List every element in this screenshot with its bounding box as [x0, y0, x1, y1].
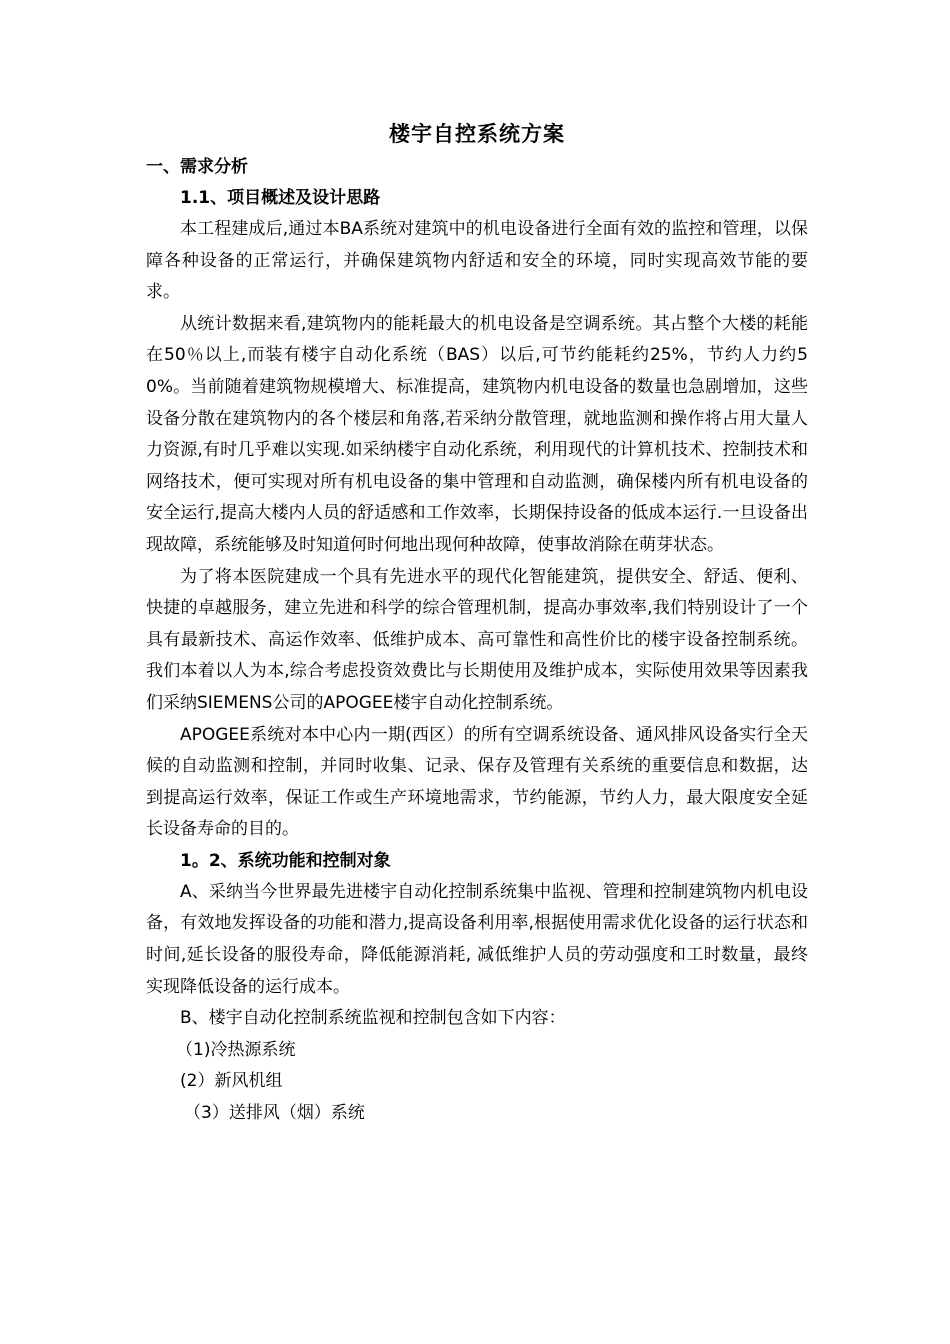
paragraph-overview-4: APOGEE系统对本中心内一期(西区）的所有空调系统设备、通风排风设备实行全天候的自动监测和控制，并同时收集、记录、保存及管理有关系统的重要信息和数据，达到提高运行效率，保证工作或生产环境地需求，节约能源，节约人力，最大限度安全延长设备寿命的目的。 [146, 724, 808, 840]
paragraph-overview-1: 本工程建成后,通过本BA系统对建筑中的机电设备进行全面有效的监控和管理，以保障各种设备的正常运行，并确保建筑物内舒适和安全的环境，同时实现高效节能的要求。 [146, 219, 808, 303]
paragraph-overview-2: 从统计数据来看,建筑物内的能耗最大的机电设备是空调系统。其占整个大楼的耗能在50％以上,而装有楼宇自动化系统（BAS）以后,可节约能耗约25%，节约人力约50%。当前随着建筑物规模增大、标准提高，建筑物内机电设备的数量也急剧增加，这些设备分散在建筑物内的各个楼层和角落,若采纳分散管理，就地监测和操作将占用大量人力资源,有时几乎难以实现.如采纳楼宇自动化系统，利用现代的计算机技术、控制技术和网络技术，便可实现对所有机电设备的集中管理和自动监测，确保楼内所有机电设备的安全运行,提高大楼内人员的舒适感和工作效率，长期保持设备的低成本运行.一旦设备出现故障，系统能够及时知道何时何地出现何种故障，使事故消除在萌芽状态。 [146, 313, 808, 555]
list-item-exhaust-system: （3）送排风（烟）系统 [184, 1103, 365, 1124]
document-page [146, 118, 808, 1130]
section-heading-requirements: 一、需求分析 [146, 157, 248, 177]
paragraph-functions-b: B、楼宇自动化控制系统监视和控制包含如下内容： [180, 1008, 566, 1029]
document-title: 楼宇自控系统方案 [389, 122, 565, 146]
subsection-heading-overview: 1.1、项目概述及设计思路 [180, 188, 381, 208]
subsection-heading-functions: 1。2、系统功能和控制对象 [180, 850, 391, 871]
paragraph-overview-3: 为了将本医院建成一个具有先进水平的现代化智能建筑，提供安全、舒适、便利、快捷的卓越服务，建立先进和科学的综合管理机制，提高办事效率,我们特别设计了一个具有最新技术、高运作效率、低维护成本、高可靠性和高性价比的楼宇设备控制系统。我们本着以人为本,综合考虑投资效费比与长期使用及维护成本，实际使用效果等因素我们采纳SIEMENS公司的APOGEE楼宇自动化控制系统。 [146, 566, 808, 713]
paragraph-functions-a: A、采纳当今世界最先进楼宇自动化控制系统集中监视、管理和控制建筑物内机电设备，有效地发挥设备的功能和潜力,提高设备利用率,根据使用需求优化设备的运行状态和时间,延长设备的服役寿命，降低能源消耗, 减低维护人员的劳动强度和工时数量，最终实现降低设备的运行成本。 [146, 881, 808, 997]
list-item-cold-heat-source: （1)冷热源系统 [176, 1039, 296, 1060]
list-item-fresh-air-unit: (2）新风机组 [180, 1071, 283, 1092]
